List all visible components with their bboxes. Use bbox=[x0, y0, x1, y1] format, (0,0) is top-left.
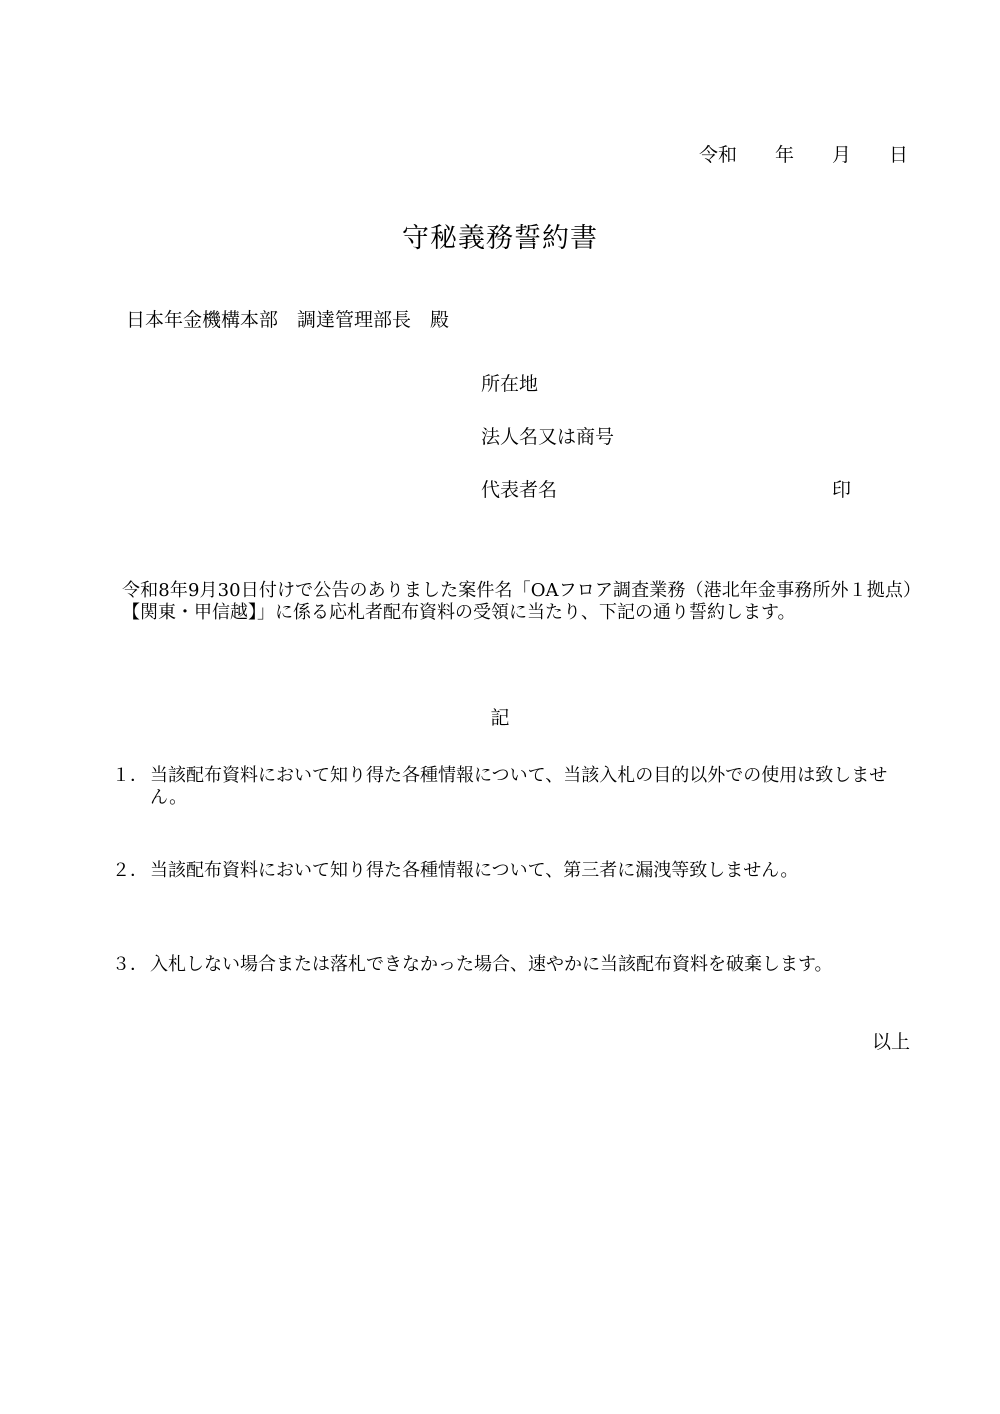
ki-heading: 記 bbox=[490, 707, 510, 729]
pledge-item-number: ２． bbox=[112, 860, 148, 881]
date-line: 令和 年 月 日 bbox=[698, 144, 908, 166]
addressee: 日本年金機構本部 調達管理部長 殿 bbox=[126, 309, 450, 331]
sender-representative-label: 代表者名 bbox=[481, 479, 558, 501]
document-title: 守秘義務誓約書 bbox=[402, 223, 598, 254]
pledge-item-number: １． bbox=[112, 765, 148, 786]
pledge-item bbox=[112, 765, 902, 809]
sender-location-label: 所在地 bbox=[481, 373, 539, 395]
sender-company-label: 法人名又は商号 bbox=[481, 426, 615, 448]
pledge-item bbox=[112, 954, 902, 976]
pledge-item-number: ３． bbox=[112, 954, 148, 975]
pledge-item bbox=[112, 860, 902, 882]
pledge-item-text: 当該配布資料において知り得た各種情報について、当該入札の目的以外での使用は致しません。 bbox=[150, 765, 888, 808]
seal-label: 印 bbox=[832, 479, 852, 501]
pledge-item-text: 当該配布資料において知り得た各種情報について、第三者に漏洩等致しません。 bbox=[150, 860, 799, 881]
pledge-item-text: 入札しない場合または落札できなかった場合、速やかに当該配布資料を破棄します。 bbox=[150, 954, 833, 975]
closing-remark: 以上 bbox=[871, 1031, 910, 1053]
intro-paragraph: 令和8年9月30日付けで公告のありました案件名「OAフロア調査業務（港北年金事務所外１拠点）【関東・甲信越】」に係る応札者配布資料の受領に当たり、下記の通り誓約します。 bbox=[122, 580, 912, 623]
